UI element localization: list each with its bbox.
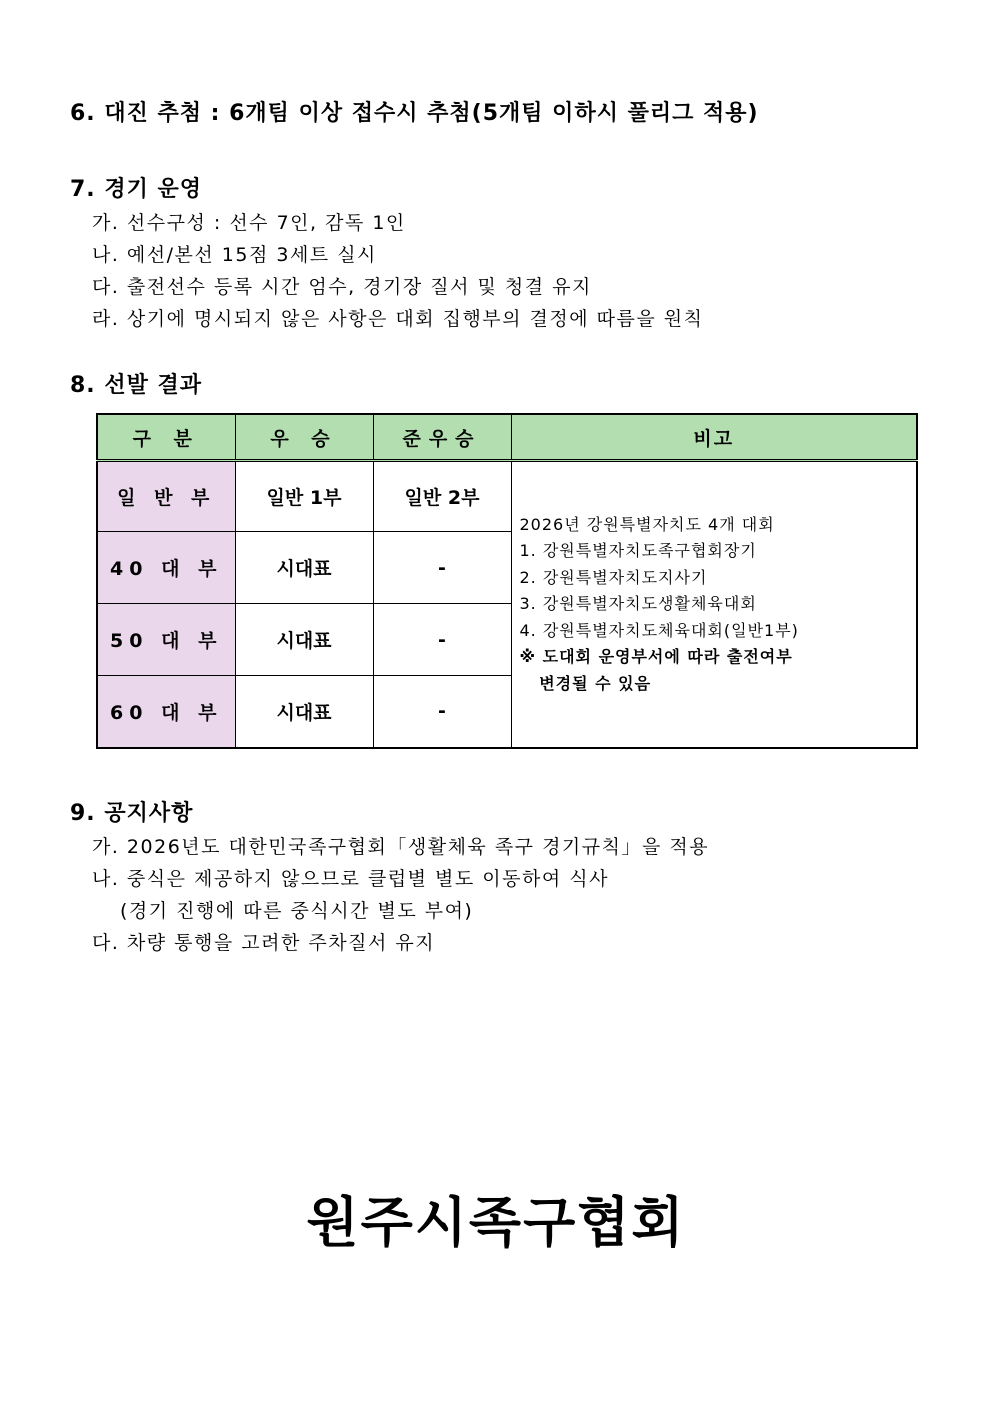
row-category: 일 반 부 [97,461,235,532]
header-remarks: 비고 [511,414,917,461]
remarks-notice: ※ 도대회 운영부서에 따라 출전여부 [519,647,793,666]
row-category: 60 대 부 [97,676,235,748]
remarks-line: 4. 강원특별자치도체육대회(일반1부) [519,620,799,640]
row-runner-up: - [373,532,511,604]
list-item: 나. 중식은 제공하지 않으므로 클럽별 별도 이동하여 식사 [92,868,609,890]
list-item-note: (경기 진행에 따른 중식시간 별도 부여) [120,900,474,922]
section-6-heading: 6. 대진 추첨 : 6개팀 이상 접수시 추첨(5개팀 이하시 풀리그 적용) [70,101,759,126]
header-category: 구 분 [97,414,235,461]
row-winner: 시대표 [235,532,373,604]
list-item: 다. 차량 통행을 고려한 주차질서 유지 [92,932,436,954]
list-item: 가. 2026년도 대한민국족구협회「생활체육 족구 경기규칙」을 적용 [92,836,710,858]
header-winner: 우 승 [235,414,373,461]
list-item: 라. 상기에 명시되지 않은 사항은 대회 집행부의 결정에 따름을 원칙 [92,308,704,330]
row-runner-up: 일반 2부 [373,461,511,532]
selection-result-table [96,413,918,749]
list-item: 가. 선수구성 : 선수 7인, 감독 1인 [92,212,406,234]
section-7-heading: 7. 경기 운영 [70,177,202,202]
section-8-heading: 8. 선발 결과 [70,373,202,398]
header-runner-up: 준우승 [373,414,511,461]
remarks-line: 2. 강원특별자치도지사기 [519,567,708,587]
remarks-cell [511,461,917,748]
list-item: 다. 출전선수 등록 시간 엄수, 경기장 질서 및 청결 유지 [92,276,592,298]
table-row [97,461,917,532]
row-winner: 시대표 [235,604,373,676]
remarks-line: 1. 강원특별자치도족구협회장기 [519,541,757,560]
remarks-notice: 변경될 수 있음 [519,673,652,693]
list-item: 나. 예선/본선 15점 3세트 실시 [92,244,377,266]
row-category: 50 대 부 [97,604,235,676]
table-header-row [97,414,917,461]
remarks-line: 2026년 강원특별자치도 4개 대회 [519,514,775,534]
remarks-line: 3. 강원특별자치도생활체육대회 [519,594,757,613]
row-runner-up: - [373,604,511,676]
organization-name: 원주시족구협회 [306,1191,686,1254]
section-9-heading: 9. 공지사항 [70,801,194,826]
row-winner: 일반 1부 [235,461,373,532]
row-category: 40 대 부 [97,532,235,604]
row-runner-up: - [373,676,511,748]
row-winner: 시대표 [235,676,373,748]
